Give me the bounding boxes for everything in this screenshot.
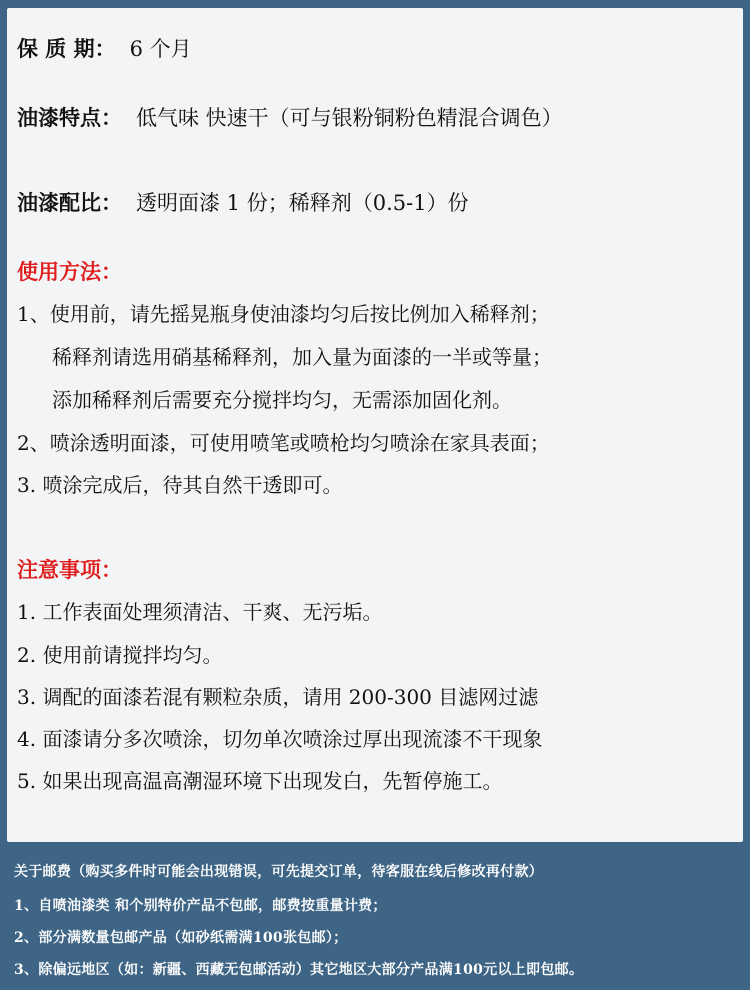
usage-item: 添加稀释剂后需要充分搅拌均匀，无需添加固化剂。 — [52, 388, 512, 412]
shelf-life-row — [17, 34, 192, 64]
shipping-rule: 1、自喷油漆类 和个别特价产品不包邮，邮费按重量计费； — [14, 898, 387, 914]
notes-item: 1. 工作表面处理须清洁、干爽、无污垢。 — [17, 600, 383, 624]
shipping-rule: 3、除偏远地区（如：新疆、西藏无包邮活动）其它地区大部分产品满100元以上即包邮。 — [14, 962, 584, 978]
shelf-life-value: 6 个月 — [129, 37, 192, 61]
notes-item: 2. 使用前请搅拌均匀。 — [17, 643, 223, 667]
usage-item: 稀释剂请选用硝基稀释剂，加入量为面漆的一半或等量； — [52, 345, 552, 369]
features-label: 油漆特点： — [17, 105, 122, 130]
features-value: 低气味 快速干（可与银粉铜粉色精混合调色） — [136, 106, 563, 130]
shipping-footer — [0, 848, 750, 990]
usage-item: 2、喷涂透明面漆，可使用喷笔或喷枪均匀喷涂在家具表面； — [17, 431, 550, 455]
shipping-title: 关于邮费（购买多件时可能会出现错误，可先提交订单，待客服在线后修改再付款） — [14, 864, 544, 880]
usage-item: 1、使用前，请先摇晃瓶身使油漆均匀后按比例加入稀释剂； — [17, 302, 550, 326]
ratio-row — [17, 188, 469, 218]
usage-item: 3. 喷涂完成后，待其自然干透即可。 — [17, 473, 343, 497]
ratio-label: 油漆配比： — [17, 190, 122, 215]
shipping-rule: 2、部分满数量包邮产品（如砂纸需满100张包邮）； — [14, 930, 348, 946]
features-row — [17, 103, 563, 133]
notes-item: 3. 调配的面漆若混有颗粒杂质，请用 200-300 目滤网过滤 — [17, 685, 539, 709]
usage-heading: 使用方法： — [17, 259, 122, 284]
notes-item: 5. 如果出现高温高潮湿环境下出现发白，先暂停施工。 — [17, 769, 503, 793]
shelf-life-label: 保 质 期： — [17, 36, 116, 61]
ratio-value: 透明面漆 1 份；稀释剂（0.5-1）份 — [136, 191, 469, 215]
content-panel — [7, 8, 743, 842]
notes-item: 4. 面漆请分多次喷涂，切勿单次喷涂过厚出现流漆不干现象 — [17, 727, 543, 751]
notes-heading: 注意事项： — [17, 557, 122, 582]
